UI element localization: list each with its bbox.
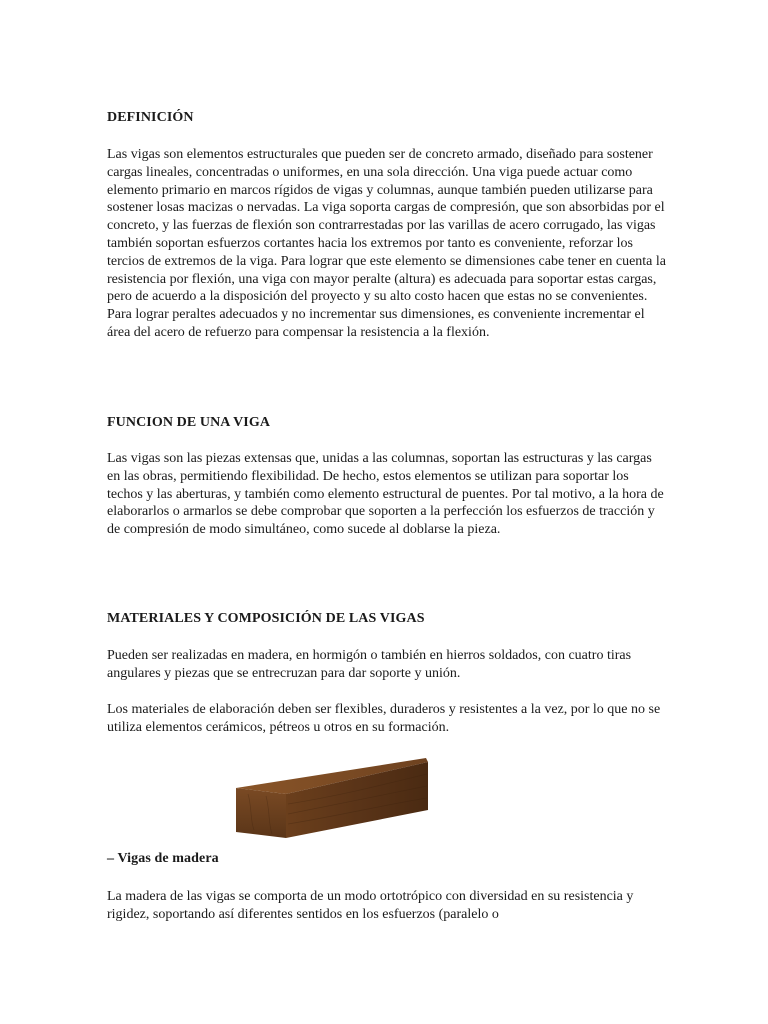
paragraph-materiales-1: Pueden ser realizadas en madera, en hormigón o también en hierros soldados, con cuatro tiras angulares y piezas que se entrecruzan para dar soporte y unión.	[107, 648, 632, 681]
paragraph-definicion: Las vigas son elementos estructurales que pueden ser de concreto armado, diseñado para sostener cargas lineales, concentradas o uniformes, en una sola dirección. Una viga puede actuar como elemento primario en marcos rígidos de vigas y columnas, aunque también pueden utilizarse para sostener losas macizas o nervadas. La viga soporta cargas de compresión, que son absorbidas por el concreto, y las fuerzas de flexión son contrarrestadas por las varillas de acero corrugado, las vigas también soportan esfuerzos cortantes hacia los extremos por tanto es conveniente, reforzar los tercios de extremos de la viga. Para lograr que este elemento se dimensiones cabe tener en cuenta la resistencia por flexión, una viga con mayor peralte (altura) es adecuada para soportar estas cargas, pero de acuerdo a la disposición del proyecto y su alto costo hacen que estas no se convenientes. Para lograr peraltes adecuados y no incrementar sus dimensiones, es conveniente incrementar el área del acero de refuerzo para compensar la resistencia a la flexión.	[107, 147, 666, 340]
paragraph-funcion: Las vigas son las piezas extensas que, unidas a las columnas, soportan las estructuras y las cargas en las obras, permitiendo flexibilidad. De hecho, estos elementos se utilizan para soportar los techos y las aberturas, y también como elemento estructural de puentes. Por tal motivo, a la hora de elaborarlos o armarlos se debe comprobar que soporten a la perfección los esfuerzos de tracción y de compresión de modo simultáneo, como sucede al doblarse la pieza.	[107, 451, 664, 538]
heading-definicion: DEFINICIÓN	[107, 110, 194, 125]
heading-materiales: MATERIALES Y COMPOSICIÓN DE LAS VIGAS	[107, 611, 425, 626]
wooden-beam-image	[228, 752, 434, 840]
heading-funcion: FUNCION DE UNA VIGA	[107, 415, 271, 430]
paragraph-materiales-2: Los materiales de elaboración deben ser flexibles, duraderos y resistentes a la vez, por lo que no se utiliza elementos cerámicos, pétreos u otros en su formación.	[107, 702, 661, 735]
caption-vigas-de-madera: – Vigas de madera	[107, 851, 219, 866]
paragraph-madera: La madera de las vigas se comporta de un modo ortotrópico con diversidad en su resistencia y rigidez, soportando así diferentes sentidos en los esfuerzos (paralelo o	[107, 889, 634, 922]
beam-end-face	[236, 788, 286, 838]
